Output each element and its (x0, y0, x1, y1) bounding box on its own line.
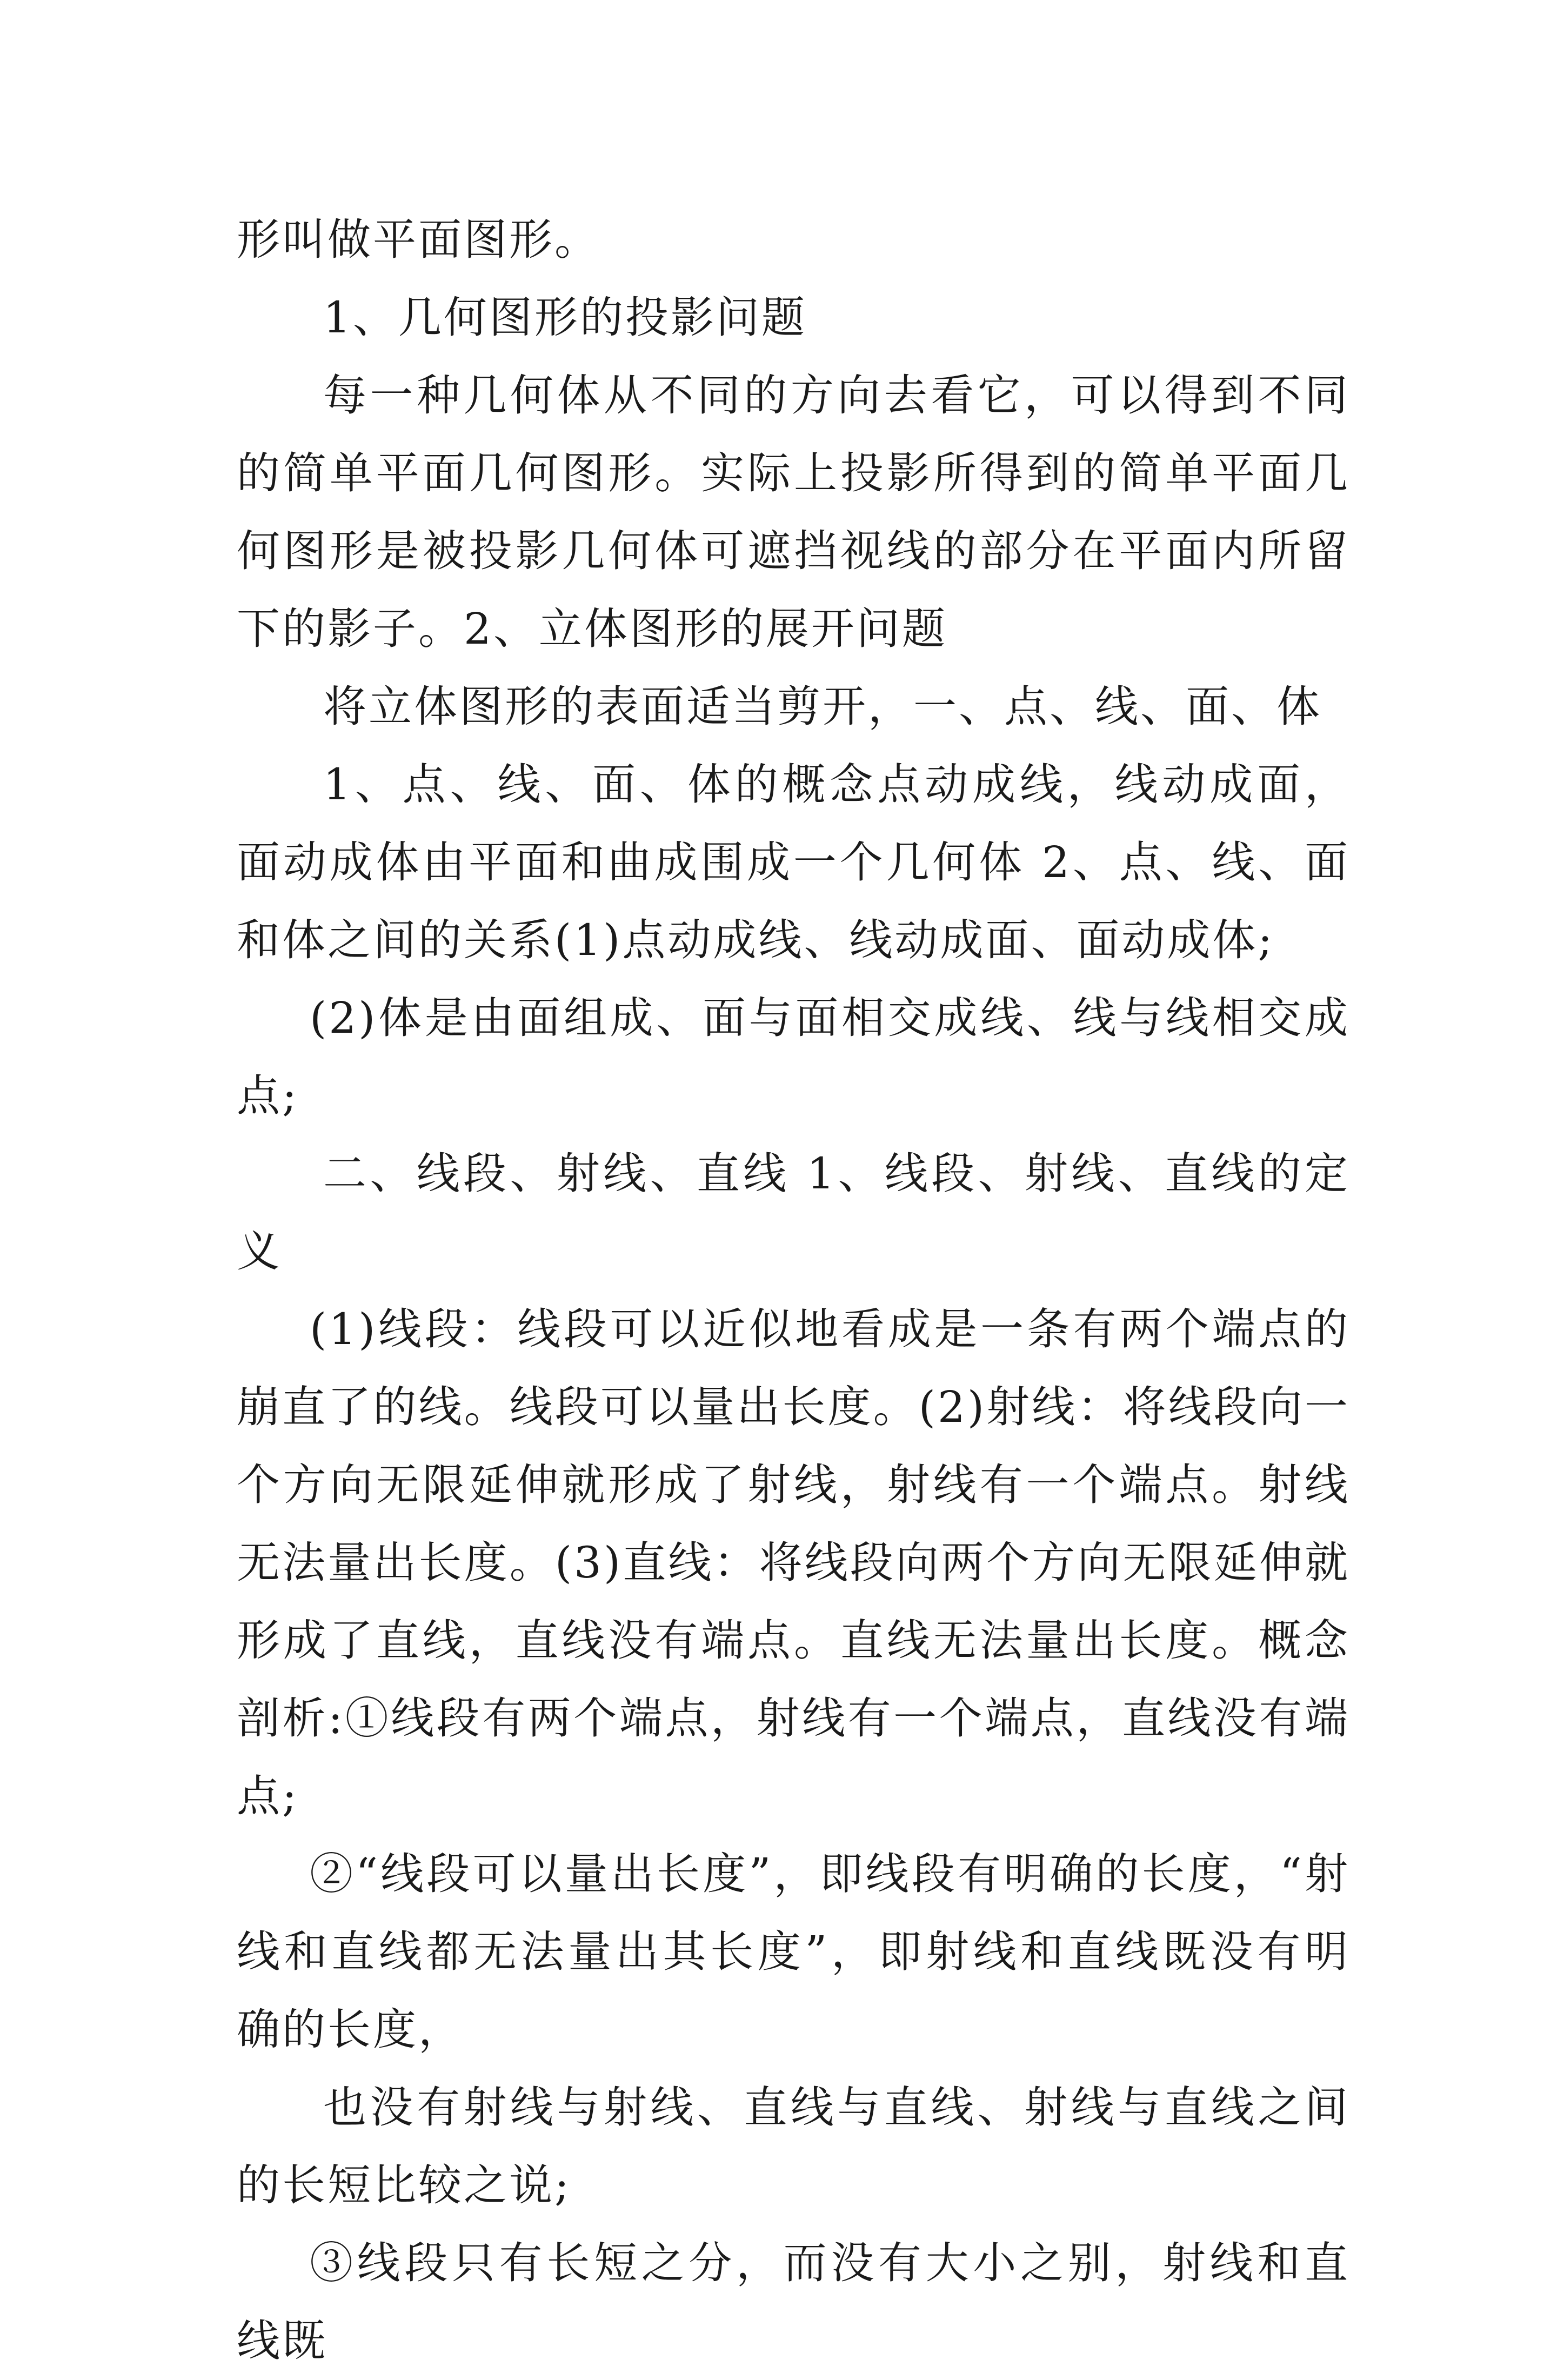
paragraph-solid: (2)体是由面组成、面与面相交成线、线与线相交成点; (237, 993, 1350, 1121)
paragraph-definitions: (1)线段：线段可以近似地看成是一条有两个端点的崩直了的线。线段可以量出长度。(2)射线：将线段向一个方向无限延伸就形成了射线，射线有一个端点。射线无法量出长度。(3)直线：将线段向两个方向无限延伸就形成了直线，直线没有端点。直线无法量出长度。概念剖析:①线段有两个端点，射线有一个端点，直线没有端点; (237, 1304, 1350, 1821)
body-text (237, 201, 1350, 2380)
paragraph-projection: 每一种几何体从不同的方向去看它，可以得到不同的简单平面几何图形。实际上投影所得到的简单平面几何图形是被投影几何体可遮挡视线的部分在平面内所留下的影子。2、立体图形的展开问题 (237, 370, 1350, 654)
heading-projection: 1、几何图形的投影问题 (323, 292, 807, 343)
paragraph-continuation: 形叫做平面图形。 (237, 215, 600, 265)
paragraph-point-line-plane: 1、点、线、面、体的概念点动成线，线动成面，面动成体由平面和曲成围成一个几何体 2、点、线、面和体之间的关系(1)点动成线、线动成面、面动成体; (237, 759, 1350, 965)
paragraph-unfold: 将立体图形的表面适当剪开，一、点、线、面、体 (323, 681, 1322, 732)
paragraph-analysis-3: ③线段只有长短之分，而没有大小之别，射线和直线既 (237, 2238, 1350, 2366)
paragraph-analysis-2: ②“线段可以量出长度”，即线段有明确的长度，“射线和直线都无法量出其长度”，即射线和直线既没有明确的长度， (237, 1849, 1350, 2055)
paragraph-comparison: 也没有射线与射线、直线与直线、射线与直线之间的长短比较之说; (237, 2082, 1350, 2210)
heading-segment-ray-line: 二、线段、射线、直线 1、线段、射线、直线的定义 (237, 1148, 1350, 1276)
